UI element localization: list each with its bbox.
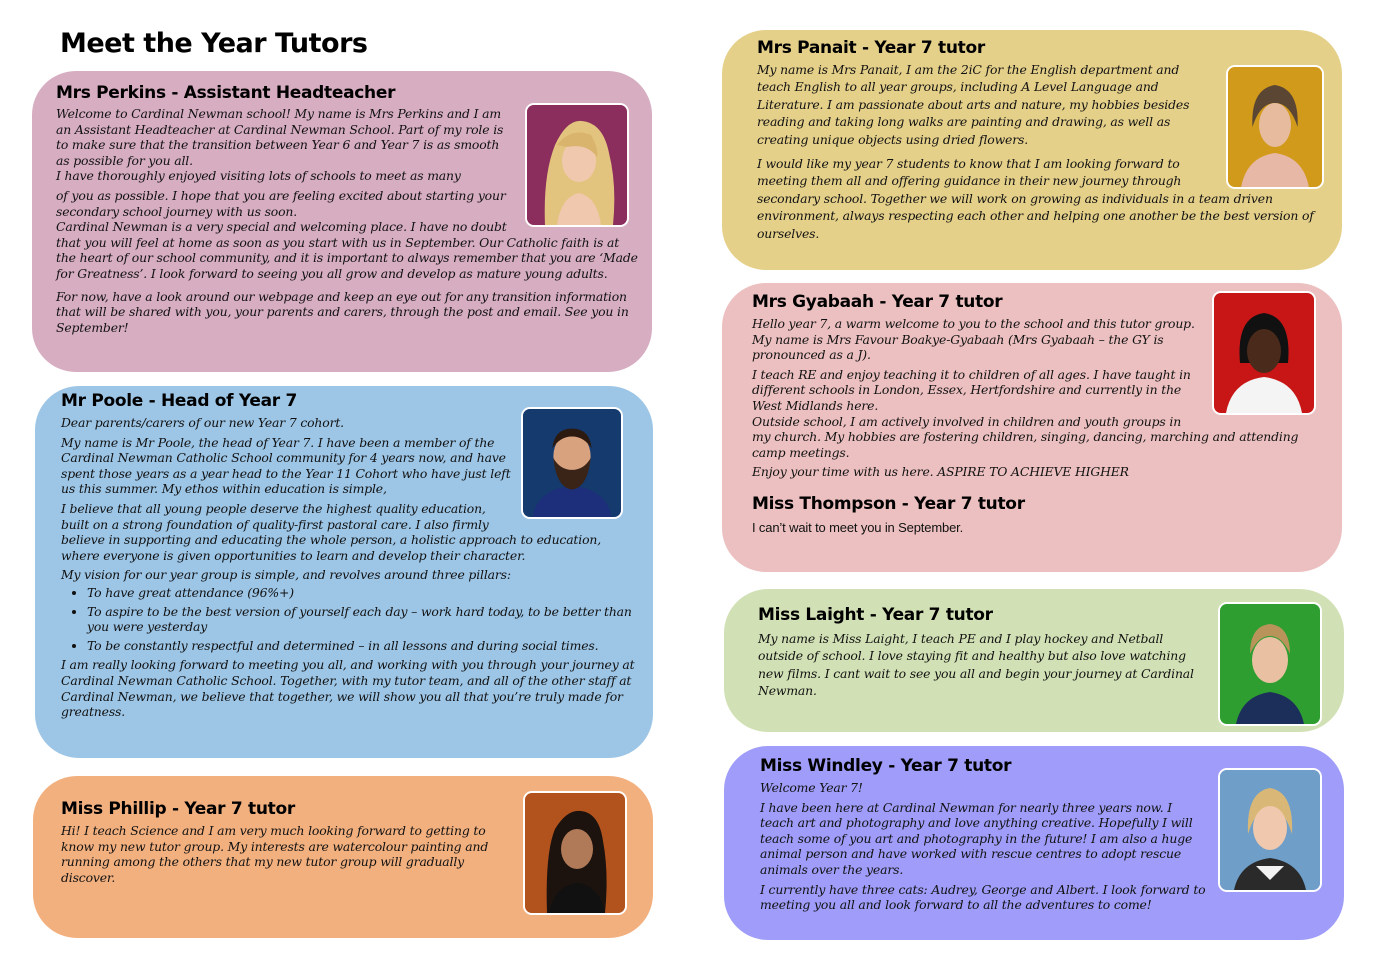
tutor-text: I have been here at Cardinal Newman for nearly three years now. I teach art and photography and love anything creative. Hopefully I will teach some of you art and photography in the future! I am also a huge animal person and have worked with rescue centres to adopt rescue animals over the years.: [760, 799, 1193, 877]
tutor-text: My name is Mr Poole, the head of Year 7. I have been a member of the Cardinal Newman Catholic School community for 4 years now, and have spent those years as a year head to the Year 11 Cohort who have just left us this summer. My ethos within education is simple,: [61, 434, 511, 497]
tutor-card-poole: [35, 386, 653, 758]
tutor-text: Welcome Year 7!: [760, 780, 863, 795]
tutor-text: Dear parents/carers of our new Year 7 cohort.: [61, 415, 344, 430]
list-item: • To aspire to be the best version of yourself each day – work hard today, to be better than you were yesterday: [87, 604, 643, 635]
tutor-text: My vision for our year group is simple, and revolves around three pillars:: [61, 567, 511, 583]
tutor-card-perkins: [32, 71, 652, 372]
tutor-card-windley: [724, 746, 1344, 940]
tutor-photo: [523, 791, 627, 915]
list-item: • To have great attendance (96%+): [87, 585, 643, 601]
page-title: Meet the Year Tutors: [60, 28, 368, 59]
list-item: • To be constantly respectful and determined – in all lessons and during social times.: [87, 638, 643, 654]
tutor-photo: [1226, 65, 1324, 189]
tutor-heading: Mrs Panait - Year 7 tutor: [757, 38, 985, 58]
tutor-text: For now, have a look around our webpage and keep an eye out for any transition information that will be shared with you, your parents and carers, through the post and email. See you in September!: [56, 288, 629, 335]
tutor-heading: Mr Poole - Head of Year 7: [61, 391, 297, 411]
tutor-photo: [525, 103, 629, 227]
tutor-photo: [521, 407, 623, 519]
tutor-text: Hi! I teach Science and I am very much looking forward to getting to know my new tutor group. My interests are watercolour painting and running among the others that my new tutor group will gradually discover.: [61, 823, 489, 885]
tutor-text: I currently have three cats: Audrey, George and Albert. I look forward to meeting you all and look forward to all the adventures to come!: [760, 881, 1206, 913]
tutor-text: I believe that all young people deserve the highest quality education, built on a strong foundation of quality-first pastoral care. I also firmly believe in supporting and educating the whole person, a holistic approach to education, where everyone is given opportunities to learn and develop their character.: [61, 500, 601, 563]
tutor-text: I can’t wait to meet you in September.: [752, 519, 964, 535]
tutor-photo: [1218, 602, 1322, 726]
tutor-text: Enjoy your time with us here. ASPIRE TO ACHIEVE HIGHER: [752, 464, 1129, 480]
pillars-list: [61, 585, 643, 653]
tutor-text: My name is Miss Laight, I teach PE and I play hockey and Netball outside of school. I love staying fit and healthy but also love watching new films. I cant wait to see you all and begin your journey at Cardinal Newman.: [758, 631, 1194, 699]
tutor-text: My name is Mrs Panait, I am the 2iC for the English department and teach English to all year groups, including A Level Language and Literature. I am passionate about arts and nature, my hobbies besides reading and taking long walks are painting and drawing, as well as creating unique objects using dried flowers.: [757, 62, 1190, 147]
tutor-text: Welcome to Cardinal Newman school! My name is Mrs Perkins and I am an Assistant Headteacher at Cardinal Newman School. Part of my role is to make sure that the transition between Year 6 and Year 7 is as smooth as possible for you all.: [56, 106, 504, 168]
tutor-text: I would like my year 7 students to know that I am looking forward to meeting them all and offering guidance in their new journey through secondary school. Together we will work on growing as individuals in a team driven environment, always respecting each other and helping one another be the best version of ourselves.: [757, 156, 1314, 241]
tutor-heading: Miss Laight - Year 7 tutor: [758, 605, 993, 625]
tutor-heading: Miss Windley - Year 7 tutor: [760, 756, 1012, 776]
tutor-text: I teach RE and enjoy teaching it to children of all ages. I have taught in different schools in London, Essex, Hertfordshire and currently in the West Midlands here.: [752, 366, 1191, 413]
tutor-heading: Miss Phillip - Year 7 tutor: [61, 799, 295, 819]
tutor-text: I am really looking forward to meeting you all, and working with you through your journey at Cardinal Newman Catholic School. Together, with my tutor team, and all of the other staff at Cardinal Newman, we believe that together, we will show you all that you’re truly made for greatness.: [61, 657, 635, 720]
tutor-text: Cardinal Newman is a very special and welcoming place. I have no doubt that you will feel at home as soon as you start with us in September. Our Catholic faith is at the heart of our school community, and it is important to always remember that you are ‘Made for Greatness’. I look forward to seeing you all grow and develop as mature young adults.: [56, 219, 638, 281]
tutor-heading: Mrs Gyabaah - Year 7 tutor: [752, 292, 1003, 312]
tutor-text: of you as possible. I hope that you are feeling excited about starting your secondary school journey with us soon.: [56, 187, 506, 219]
tutor-photo: [1212, 291, 1316, 415]
tutor-text: I have thoroughly enjoyed visiting lots of schools to meet as many: [56, 168, 461, 184]
tutor-card-laight: [724, 589, 1344, 732]
tutor-card-panait: [722, 30, 1342, 270]
tutor-heading: Mrs Perkins - Assistant Headteacher: [56, 83, 396, 103]
tutor-text: Outside school, I am actively involved in children and youth groups in my church. My hobbies are fostering children, singing, dancing, marching and attending camp meetings.: [752, 413, 1299, 460]
tutor-card-phillip: [33, 776, 653, 938]
tutor-card-gyabaah: [722, 283, 1342, 572]
tutor-heading: Miss Thompson - Year 7 tutor: [752, 493, 1025, 514]
tutor-photo: [1218, 768, 1322, 892]
tutor-text: Hello year 7, a warm welcome to you to the school and this tutor group. My name is Mrs Favour Boakye-Gyabaah (Mrs Gyabaah – the GY is pronounced as a J).: [752, 316, 1195, 363]
